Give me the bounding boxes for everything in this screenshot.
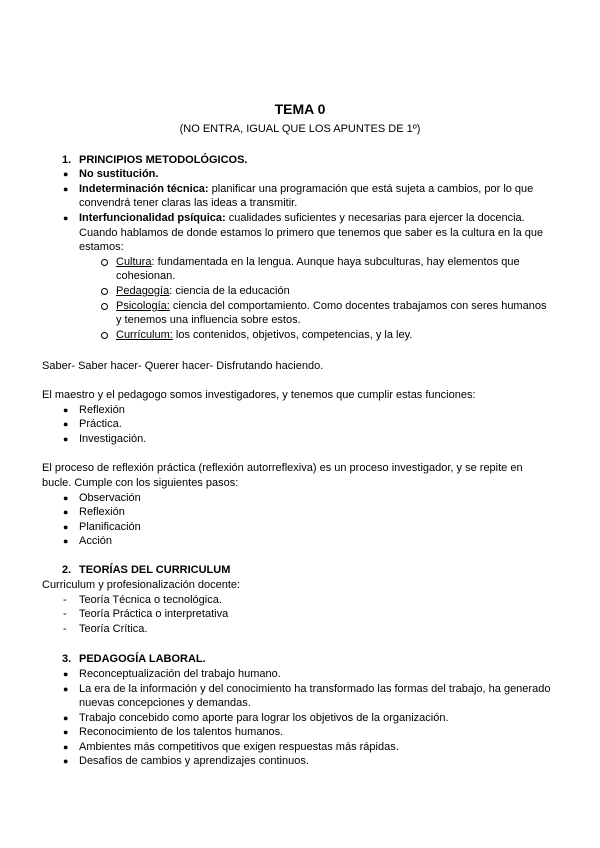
term: Pedagogía [116,285,170,297]
paragraph-maestro: El maestro y el pedagogo somos investigadores, y tenemos que cumplir estas funciones: [42,389,476,401]
list-item: Investigación. [79,433,147,445]
list-item: Teoría Técnica o tecnológica. [79,594,222,606]
list-item: Trabajo concebido como aporte para lograr los objetivos de la organización. [79,712,449,724]
list-item [79,211,525,225]
bullet-icon: ● [63,522,69,532]
definition: cualidades suficientes y necesarias para ejercer la docencia. [225,212,525,224]
list-item: Acción [79,535,113,547]
list-item: Ambientes más competitivos que exigen respuestas más rápidas. [79,741,399,753]
bullet-icon: ● [63,727,69,737]
definition: planificar una programación que está sujeta a cambios, por lo que [208,183,534,195]
bullet-icon: ● [63,405,69,415]
circle-bullet-icon [101,288,108,295]
list-item-continuation: convendrá tener claras las ideas a transmitir. [79,197,298,209]
term: Cultura [116,256,152,268]
list-item: No sustitución. [79,168,159,180]
list-item-continuation: estamos: [79,241,124,253]
list-item [79,182,533,196]
bullet-icon: ● [63,419,69,429]
page-title: TEMA 0 [274,101,326,117]
list-item: Teoría Crítica. [79,623,148,635]
term: Currículum: [116,329,173,341]
sub-list-item [116,255,520,269]
term: Interfuncionalidad psíquica: [79,212,226,224]
circle-bullet-icon [101,332,108,339]
sub-list-item-continuation: cohesionan. [116,270,176,282]
definition: ciencia del comportamiento. Como docentes trabajamos con seres humanos [169,300,547,312]
bullet-icon: ● [63,536,69,546]
definition: los contenidos, objetivos, competencias, y la ley. [172,329,413,341]
circle-bullet-icon [101,259,108,266]
section-3-heading: PEDAGOGÍA LABORAL. [79,653,206,665]
dash-icon: - [63,594,67,606]
page-subtitle: (NO ENTRA, IGUAL QUE LOS APUNTES DE 1º) [179,123,421,135]
sub-list-item [116,328,412,342]
list-item: Reflexión [79,506,125,518]
list-item: Planificación [79,521,141,533]
definition: : fundamentada en la lengua. Aunque haya subculturas, hay elementos que [151,256,520,268]
section-3-number: 3. [62,653,72,665]
bullet-icon: ● [63,684,69,694]
sub-list-item [116,284,290,298]
list-item: Desafíos de cambios y aprendizajes continuos. [79,755,309,767]
bullet-icon: ● [63,493,69,503]
term: Psicología: [116,300,170,312]
bullet-icon: ● [63,434,69,444]
list-item-continuation: nuevas concepciones y demandas. [79,697,251,709]
list-item: La era de la información y del conocimiento ha transformado las formas del trabajo, ha generado [79,683,551,695]
bullet-icon: ● [63,713,69,723]
bullet-icon: ● [63,169,69,179]
bullet-icon: ● [63,742,69,752]
term: Indeterminación técnica: [79,183,209,195]
section-1-number: 1. [62,154,72,166]
bullet-icon: ● [63,756,69,766]
definition: : ciencia de la educación [169,285,290,297]
section-1-heading: PRINCIPIOS METODOLÓGICOS. [79,154,248,166]
paragraph-proceso-continuation: bucle. Cumple con los siguientes pasos: [42,477,239,489]
bullet-icon: ● [63,184,69,194]
section-2-heading: TEORÍAS DEL CURRICULUM [79,564,231,576]
paragraph-proceso: El proceso de reflexión práctica (reflexión autorreflexiva) es un proceso investigador, y se repite en [42,462,523,474]
list-item: Reconocimiento de los talentos humanos. [79,726,284,738]
list-item: Reflexión [79,404,125,416]
section-2-intro: Curriculum y profesionalización docente: [42,579,241,591]
circle-bullet-icon [101,303,108,310]
list-item: Práctica. [79,418,122,430]
dash-icon: - [63,608,67,620]
dash-icon: - [63,623,67,635]
list-item: Observación [79,492,141,504]
paragraph-saber: Saber- Saber hacer- Querer hacer- Disfrutando haciendo. [42,360,324,372]
list-item: Reconceptualización del trabajo humano. [79,668,281,680]
bullet-icon: ● [63,213,69,223]
bullet-icon: ● [63,669,69,679]
list-item-continuation: Cuando hablamos de donde estamos lo primero que tenemos que saber es la cultura en la que [79,227,544,239]
list-item: Teoría Práctica o interpretativa [79,608,229,620]
sub-list-item [116,299,546,313]
section-2-number: 2. [62,564,72,576]
sub-list-item-continuation: y tenemos una influencia sobre estos. [116,314,301,326]
bullet-icon: ● [63,507,69,517]
